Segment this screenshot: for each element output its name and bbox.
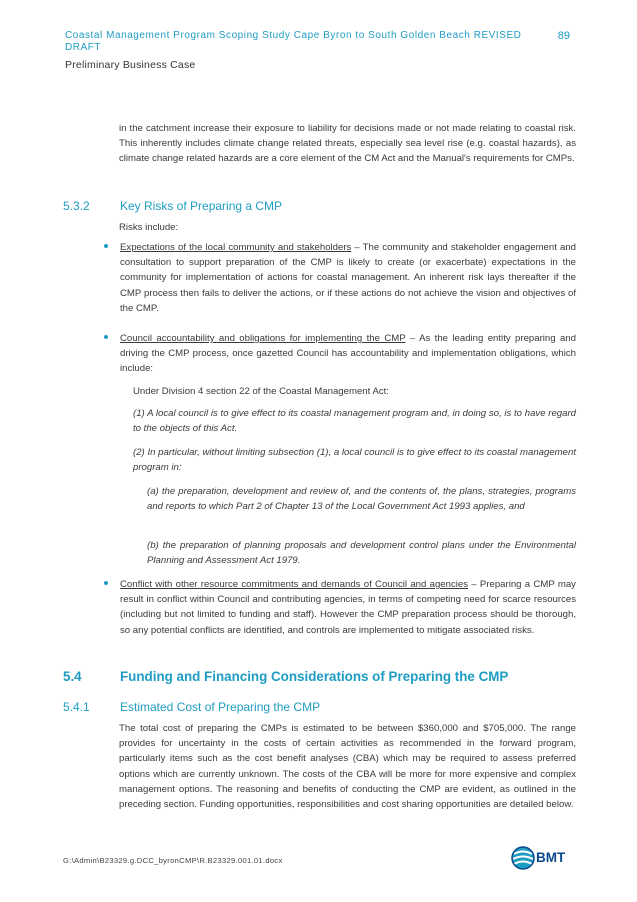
act-clause-1: (1) A local council is to give effect to its coastal management program and, in doing so, is to have regard to the objects of this Act. [133,408,576,435]
document-subtitle: Preliminary Business Case [65,59,196,71]
page-number: 89 [557,30,570,42]
bullet-icon [104,581,108,585]
section-heading-541 [63,700,583,716]
section-number: 5.4 [63,669,82,684]
bullet-icon [104,244,108,248]
section-title: Key Risks of Preparing a CMP [120,199,283,213]
section-heading-532 [63,199,583,215]
globe-icon [511,845,537,871]
bmt-logo [511,845,571,871]
bullet-lead: Conflict with other resource commitments and demands of Council and agencies [120,579,469,590]
act-clause-2: (2) In particular, without limiting subsection (1), a local council is to give effect to its coastal management program in: [133,447,576,474]
logo-text: BMT [536,850,566,865]
bullet-lead: Council accountability and obligations for implementing the CMP [120,333,406,344]
intro-paragraph: in the catchment increase their exposure to liability for decisions made or not made relating to coastal risk. This inherently includes climate change related threats, especially sea level rise (e.g. coastal hazards), as climate change related hazards are a core element of the CM Act and the Manual's requirements for CMPs. [119,123,576,165]
cost-paragraph: The total cost of preparing the CMPs is estimated to be between $360,000 and $705,000. The range provides for uncertainty in the costs of certain activities as recommended in the forward program, particularly items such as the cost benefit analyses (CBA) which may be required to assess preferred options which are currently unknown. The costs of the CBA will be more for more expensive and complex management options. The reasoning and benefits of conducting the CMP are evident, as outlined in the preceding section. Funding opportunities, responsibilities and cost sharing opportunities are detailed below. [119,723,576,811]
bullet-content [120,240,576,316]
section-number: 5.4.1 [63,700,90,714]
bullet-content [120,331,576,377]
bullet-content [120,577,576,638]
page-header [65,30,585,71]
act-clause-2a: (a) the preparation, development and review of, and the contents of, the plans, strategies, programs and reports to which Part 2 of Chapter 13 of the Local Government Act 1993 applies, and [147,486,576,513]
risks-intro: Risks include: [119,222,179,233]
act-clause-2b: (b) the preparation of planning proposals and development control plans under the Environmental Planning and Assessment Act 1979. [147,540,576,567]
bullet-text: – As the leading entity preparing and driving the CMP process, once gazetted Council has accountability and implementation obligations, which include: [120,333,576,375]
bullet-text: – The community and stakeholder engagement and consultation to support preparation of the CMP is likely to create (or exacerbate) expectations in the community for implementation of actions for coastal management. An inherent risk lays thereafter if the CMP process then fails to deliver the actions, or if these actions do not achieve the vision and objectives of the CMP. [120,242,576,314]
section-title: Funding and Financing Considerations of Preparing the CMP [120,669,509,684]
section-title: Estimated Cost of Preparing the CMP [120,700,321,714]
section-number: 5.3.2 [63,199,90,213]
bullet-icon [104,335,108,339]
document-title: Coastal Management Program Scoping Study Cape Byron to South Golden Beach REVISED DRAFT [65,30,522,53]
section-heading-54 [63,669,583,687]
bullet-text: – Preparing a CMP may result in conflict within Council and contributing agencies, in terms of competing need for scarce resources (including but not limited to funding and staff). However the CMP preparation process should be thorough, so any potential conflicts are identified, and controls are implemented to mitigate associated risks. [120,579,576,636]
act-intro: Under Division 4 section 22 of the Coastal Management Act: [133,386,389,397]
file-path-footer: G:\Admin\B23329.g.DCC_byronCMP\R.B23329.001.01.docx [63,856,283,865]
bullet-lead: Expectations of the local community and stakeholders [120,242,352,253]
